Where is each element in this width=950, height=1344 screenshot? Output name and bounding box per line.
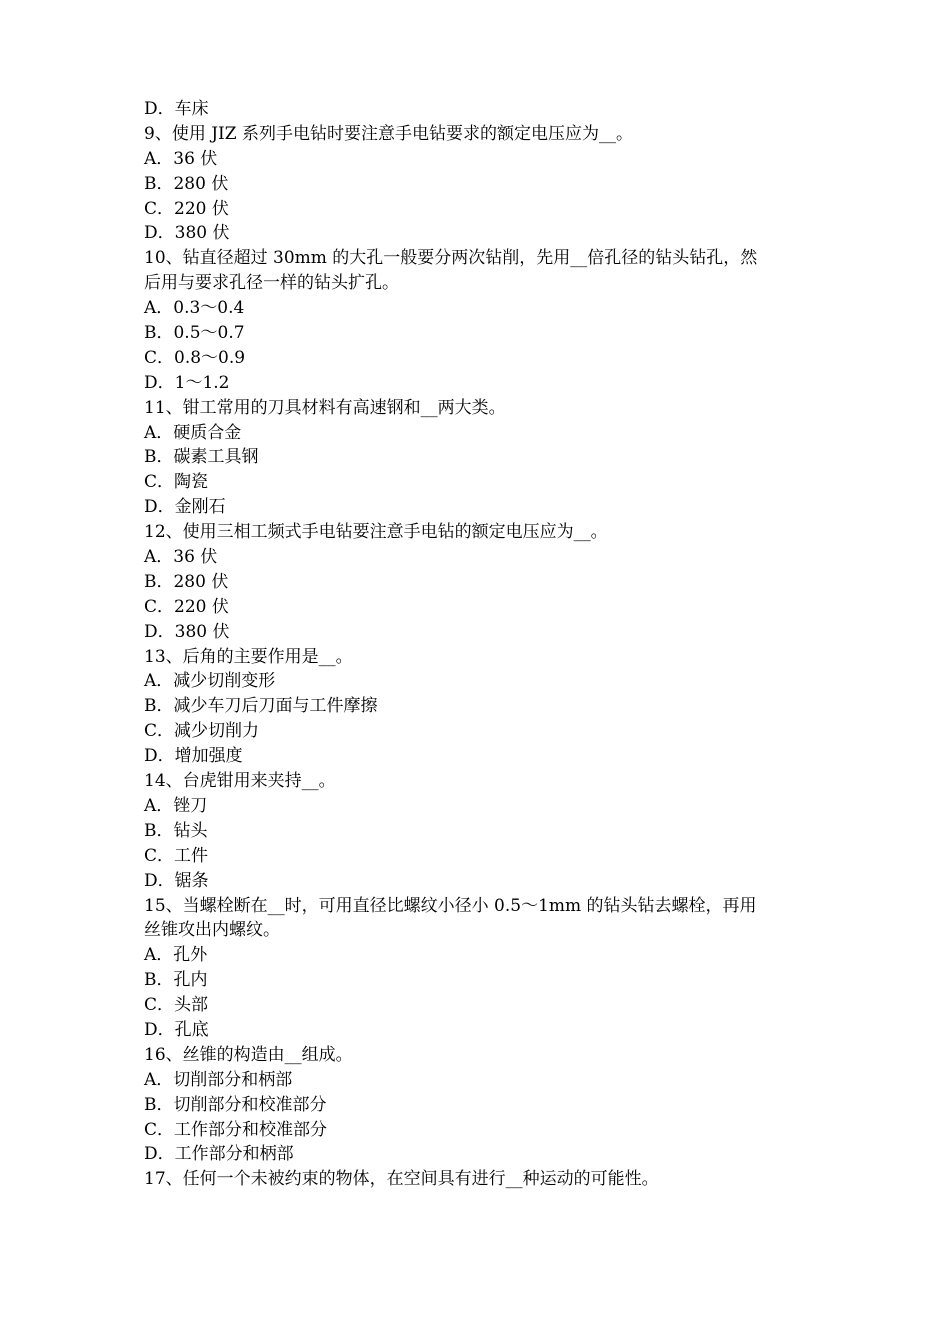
question-10-cont: 后用与要求孔径一样的钻头扩孔。 — [144, 273, 399, 294]
option-a-q10: A．0.3～0.4 — [144, 298, 245, 319]
option-a-q9: A．36 伏 — [144, 148, 218, 169]
option-a-q11: A．硬质合金 — [144, 422, 242, 443]
option-a-q13: A．减少切削变形 — [144, 671, 276, 692]
question-14: 14、台虎钳用来夹持__。 — [144, 771, 336, 792]
question-17: 17、任何一个未被约束的物体，在空间具有进行__种运动的可能性。 — [144, 1169, 659, 1190]
option-d-q15: D．孔底 — [144, 1019, 209, 1040]
option-b-q12: B．280 伏 — [144, 571, 229, 592]
option-b-q16: B．切削部分和校准部分 — [144, 1094, 327, 1115]
option-b-q11: B．碳素工具钢 — [144, 447, 259, 468]
option-b-q13: B．减少车刀后刀面与工件摩擦 — [144, 696, 378, 717]
question-13: 13、后角的主要作用是__。 — [144, 646, 353, 667]
option-c-q14: C．工件 — [144, 845, 209, 866]
option-b-q10: B．0.5～0.7 — [144, 323, 245, 344]
option-c-q10: C．0.8～0.9 — [144, 347, 246, 368]
option-d-q13: D．增加强度 — [144, 746, 243, 767]
document-page — [144, 97, 812, 1192]
option-d-q16: D．工作部分和柄部 — [144, 1144, 294, 1165]
question-10: 10、钻直径超过 30mm 的大孔一般要分两次钻削，先用__倍孔径的钻头钻孔，然 — [144, 248, 758, 269]
question-11: 11、钳工常用的刀具材料有高速钢和__两大类。 — [144, 397, 506, 418]
option-d-q8: D．车床 — [144, 99, 209, 119]
question-12: 12、使用三相工频式手电钻要注意手电钻的额定电压应为__。 — [144, 522, 608, 543]
option-b-q9: B．280 伏 — [144, 173, 229, 194]
option-a-q12: A．36 伏 — [144, 547, 218, 568]
option-d-q10: D．1～1.2 — [144, 372, 230, 393]
option-c-q15: C．头部 — [144, 995, 209, 1016]
option-b-q14: B．钻头 — [144, 820, 208, 841]
question-15-cont: 丝锥攻出内螺纹。 — [144, 920, 280, 941]
option-d-q9: D．380 伏 — [144, 223, 230, 244]
option-a-q15: A．孔外 — [144, 945, 208, 966]
option-c-q11: C．陶瓷 — [144, 472, 209, 493]
option-a-q16: A．切削部分和柄部 — [144, 1069, 293, 1090]
option-d-q14: D．锯条 — [144, 870, 209, 891]
question-15: 15、当螺栓断在__时，可用直径比螺纹小径小 0.5～1mm 的钻头钻去螺栓，再用 — [144, 895, 757, 916]
option-b-q15: B．孔内 — [144, 970, 208, 991]
option-a-q14: A．锉刀 — [144, 795, 208, 816]
question-16: 16、丝锥的构造由__组成。 — [144, 1044, 353, 1065]
question-9: 9、使用 JIZ 系列手电钻时要注意手电钻要求的额定电压应为__。 — [144, 123, 633, 144]
option-c-q9: C．220 伏 — [144, 198, 229, 219]
option-d-q11: D．金刚石 — [144, 497, 226, 518]
option-c-q16: C．工作部分和校准部分 — [144, 1119, 328, 1140]
option-c-q12: C．220 伏 — [144, 596, 229, 617]
option-d-q12: D．380 伏 — [144, 621, 230, 642]
option-c-q13: C．减少切削力 — [144, 721, 260, 742]
